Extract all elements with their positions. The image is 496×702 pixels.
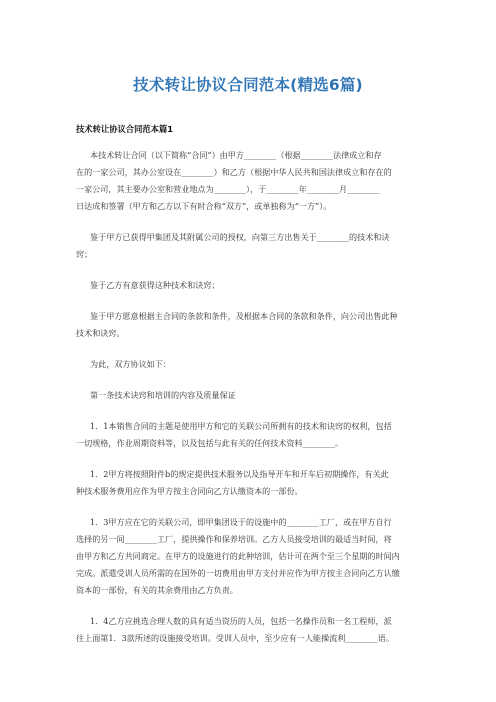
paragraph-line: 鉴于甲方愿意根据主合同的条款和条件，及根据本合同的条款和条件，向公司出售此种 [90, 311, 398, 321]
paragraph-line: 日达成和签署（甲方和乙方以下有时合称“双方”，或单独称为“一方”）。 [76, 201, 332, 211]
paragraph-line: 由甲方和乙方共同商定。在甲方的设施进行的此种培训，估计可在两个至三个星期的时间内 [76, 551, 400, 561]
paragraph-line: 一切规格，作业周期资料等，以及包括与此有关的任何技术资料________。 [76, 438, 344, 448]
paragraph-line: 往上面第1．3款所述的设施接受培训。受训人员中，至少应有一人能操流利________语。 [76, 633, 394, 643]
paragraph-line: 资本的一部份，有关的其余费用由乙方负责。 [76, 585, 238, 595]
paragraph-line: 窍； [76, 249, 93, 259]
paragraph-line: 1．3甲方应在它的关联公司，即甲集团设于的设施中的________工厂，或在甲方自行 [90, 517, 392, 527]
paragraph-line: 1．4乙方应挑选合理人数的具有适当资历的人员，包括一名操作员和一名工程师，派 [90, 616, 392, 626]
section-heading: 技术转让协议合同范本篇1 [76, 124, 174, 134]
document-title: 技术转让协议合同范本(精选6篇) [133, 76, 363, 94]
paragraph-line: 一家公司，其主要办公室和营业地点为________），于________年________月________ [76, 184, 380, 194]
paragraph-line: 第一条技术诀窍和培训的内容及质量保证 [90, 390, 236, 400]
paragraph-line: 完成。派遣受训人员所需的在国外的一切费用由甲方支付并应作为甲方按主合同向乙方认缴 [76, 568, 400, 578]
paragraph-line: 1．1本销售合同的主题是使用甲方和它的关联公司所拥有的技术和诀窍的权利，包括 [90, 421, 392, 431]
paragraph-line: 1．2甲方将按照附件b的规定提供技术服务以及指导开车和开车后初期操作，有关此 [90, 469, 389, 479]
paragraph-line: 种技术服务费用应作为甲方按主合同向乙方认缴资本的一部份。 [76, 486, 303, 496]
paragraph-line: 鉴于甲方已获得甲集团及其附属公司的授权，向第三方出售关于________的技术和诀 [90, 232, 390, 242]
paragraph-line: 本技术转让合同（以下简称“合同”）由甲方________（根据________法律成立和存 [90, 150, 382, 160]
paragraph-line: 鉴于乙方有意获得这种技术和诀窍； [90, 280, 220, 290]
paragraph-line: 在的一家公司，其办公室设在________）和乙方（根据中华人民共和国法律成立和存在的 [76, 167, 392, 177]
paragraph-line: 技术和诀窍。 [76, 328, 125, 338]
paragraph-line: 为此，双方协议如下： [90, 359, 171, 369]
paragraph-line: 选择的另一间________工厂，提供操作和保养培训。乙方人员接受培训的最适当时间，将 [76, 534, 392, 544]
